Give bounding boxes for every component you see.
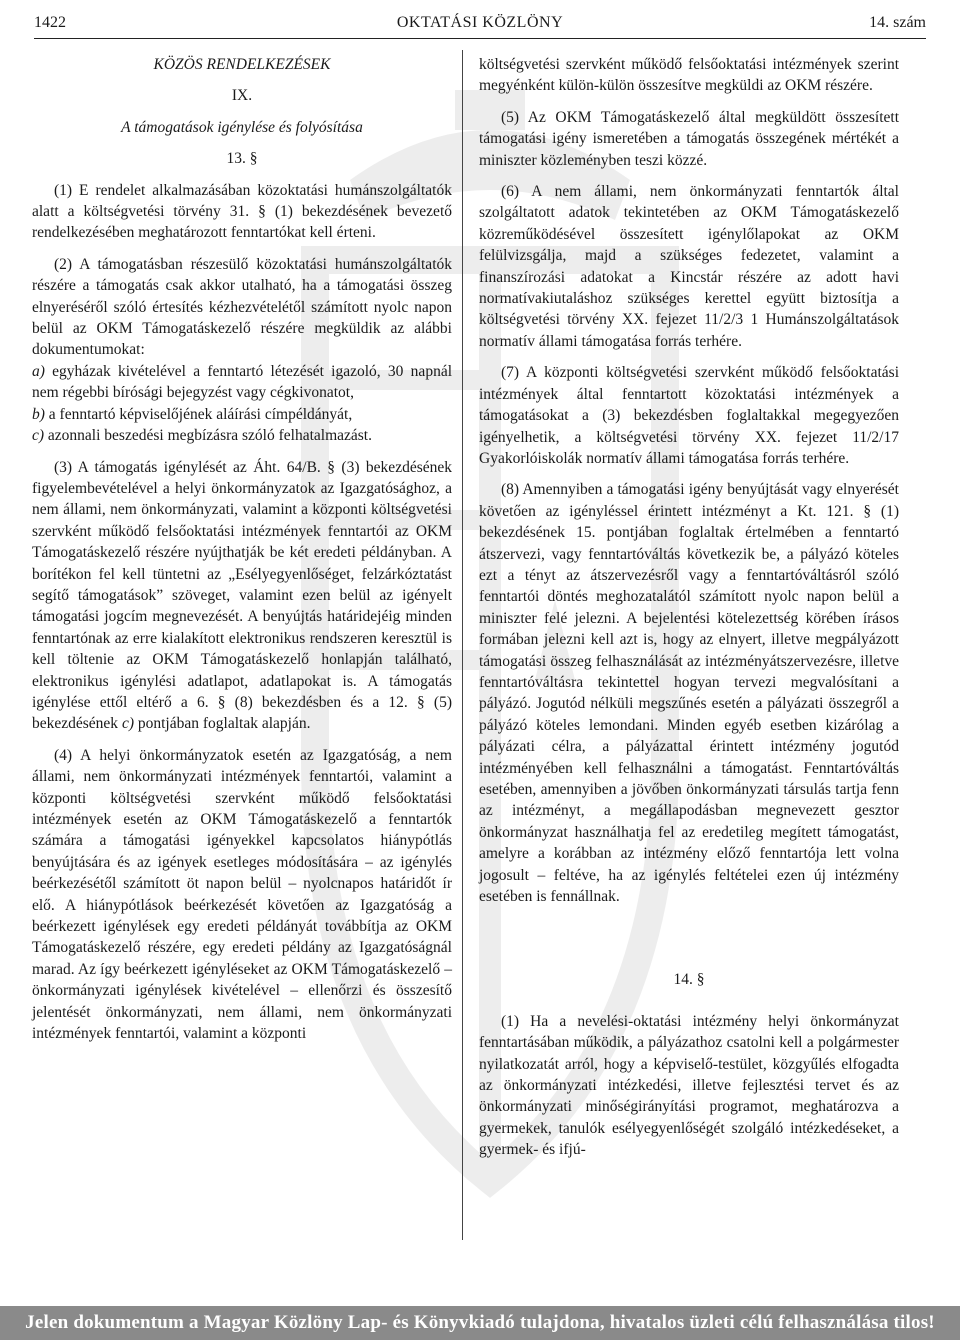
paragraph: (8) Amennyiben a támogatási igény benyújtását vagy elnyerését követően az igényléssel érintett intézményt a Kt. 121. § (1) bekezdésének 15. pontjában foglaltak értelmében a fenntartó átszervezi, vagy fenntartóváltás következik be, a pályázó köteles ezt a tényt az átszervezésről vagy a fenntartóváltásról szóló fenntartói döntés meghozatalától számított nyolc napon belül a miniszter felé jelezni. A bejelentési kötelezettség körében írásos formában jelezni kell azt is, hogy az elnyert, illetve megpályázott támogatási összeg felhasználását az intézményátszervezésre, illetve fenntartóváltásra tekintettel hogyan tervezi megvalósítani a pályázó. Jogutód nélküli megszűnés esetén a pályázati összegről a pályázó köteles lemondani. Minden egyéb esetben kizárólag a pályázati célra, a pályázattal érintett intézmény jogutód intézményében kell felhasználni a támogatást. Fenntartóváltás esetében, amennyiben a jövőben önkormányzati társulás tartja fenn az intézményt, a megállapodásban megnevezett gesztor önkormányzat használhatja fel az eredetileg megített támogatást, amelyre a korábban az intézmény előző fenntartója lett volna jogosult – feltéve, ha az igénylés feltételei ezen új intézmény esetében is fennállnak. bbox=[479, 481, 899, 906]
list-item-text: azonnali beszedési megbízásra szóló felhatalmazást. bbox=[44, 427, 372, 445]
copyright-notice: Jelen dokumentum a Magyar Közlöny Lap- és Könyvkiadó tulajdona, hivatalos üzleti célú felhasználása tilos! bbox=[0, 1306, 960, 1340]
paragraph: (1) Ha a nevelési-oktatási intézmény helyi önkormányzat fenntartásában működik, a pályázathoz csatolni kell a polgármester nyilatkozatát arról, hogy a képviselő-testület, közgyűlés elfogadta az önkormányzati intézkedési, illetve fejlesztési tervet és az önkormányzati minőségirányítási programot, meghatározva a gyermekek, tanulók esélyegyenlőségét szolgáló intézkedéseket, a gyermek- és ifjú- bbox=[479, 1012, 899, 1159]
list-item-text: a fenntartó képviselőjének aláírási címpéldányát, bbox=[44, 405, 353, 423]
paragraph-continuation: költségvetési szervként működő felsőoktatási intézmények szerint megyénként külön-külön összesítve megküldi az OKM részére. bbox=[479, 56, 899, 95]
chapter-label: KÖZÖS RENDELKEZÉSEK bbox=[153, 56, 331, 73]
issue-number: 14. szám bbox=[869, 14, 926, 31]
list-marker: c) bbox=[32, 427, 45, 445]
left-column bbox=[32, 54, 452, 1054]
section-spacer bbox=[479, 917, 899, 969]
paragraph bbox=[32, 457, 452, 735]
list-marker: b) bbox=[32, 405, 45, 423]
section-13-heading: 13. § bbox=[226, 150, 258, 168]
paragraph-text: pontjában foglaltak alapján. bbox=[133, 715, 311, 733]
page-number: 1422 bbox=[34, 14, 66, 31]
paragraph: (7) A központi költségvetési szervként működő felsőoktatási intézmények által fenntartott közoktatási intézmények a támogatásokat a (3) bekezdésben foglaltakkal megegyezően igényelhetik, a költségvetési törvény XX. fejezet 11/2/17 Gyakorlóiskolák normatív állami támogatása forrás terhére. bbox=[479, 364, 899, 467]
header-rule bbox=[34, 38, 926, 39]
chapter-number: IX. bbox=[231, 87, 253, 105]
page-header bbox=[34, 10, 926, 36]
section-spacer bbox=[479, 1001, 899, 1011]
right-column bbox=[479, 54, 899, 1171]
list-item bbox=[32, 361, 452, 404]
paragraph-text: (3) A támogatás igénylését az Áht. 64/B. § (3) bekezdésének figyelembevételével a helyi önkormányzatok az Igazgatósághoz, a nem állami, nem önkormányzati, valamint a központi költségvetési szervként működő felsőoktatási intézmények fenntartói az OKM Támogatáskezelő részére nyújthatják be két eredeti példányban. A borítékon fel kell tüntetni az „Esélyegyenlőséget, felzárkóztatást segítő támogatások” szöveget, valamint ezen belül az igényelt támogatási jogcím megnevezését. A benyújtás határidejéig minden fenntartónak az erre kialakított elektronikus rendszeren keresztül is kell töltenie az OKM Támogatáskezelő honlapján található, elektronikus igénylési adatlapot, adatlapokat is. A támogatás igénylése ettől eltérő a 6. § (8) bekezdésben és a 12. § (5) bekezdésének bbox=[32, 458, 452, 733]
column-divider bbox=[462, 50, 463, 1240]
paragraph: (1) E rendelet alkalmazásában közoktatási humánszolgáltatók alatt a költségvetési törvény 31. § (1) bekezdésének bevezető rendelkezésében meghatározott fenntartókat kell érteni. bbox=[32, 181, 452, 242]
section-14-heading: 14. § bbox=[673, 971, 705, 989]
paragraph: (4) A helyi önkormányzatok esetén az Igazgatóság, a nem állami, nem önkormányzati intézmények fenntartói, valamint a központi költségvetési szervként működő felsőoktatási intézmények esetén az OKM Támogatáskezelő a fenntartók számára a támogatási igényekkel kapcsolatos hiánypótlás benyújtására és az igények esetleges módosítására – az igénylés beérkezésétől számított öt napon belül – nyolcnapos határidőt ír elő. A hiánypótlások beérkezését követően az Igazgatóság a beérkezett igénylések egy eredeti példányát továbbítja az OKM Támogatáskezelő részére, egy eredeti példány az Igazgatóságnál marad. Az így beérkezett igényléseket az OKM Támogatáskezelő – önkormányzati igénylések kivételével – ellenőrzi és összesítő jelentését önkormányzati, nem állami, nem önkormányzati intézmények fenntartói, valamint a központi bbox=[32, 746, 452, 1043]
paragraph: (2) A támogatásban részesülő közoktatási humánszolgáltatók részére a támogatás csak akkor utalható, ha a támogatási összeg elnyeréséről szóló értesítés kézhezvételétől számított nyolc napon belül az OKM Támogatáskezelő részére megküldik az alábbi dokumentumokat: bbox=[32, 255, 452, 359]
list-marker: a) bbox=[32, 362, 45, 380]
chapter-title: A támogatások igénylése és folyósítása bbox=[121, 118, 363, 136]
list-item bbox=[32, 404, 452, 425]
list-item bbox=[32, 425, 452, 446]
paragraph: (5) Az OKM Támogatáskezelő által megküldött összesített támogatási igény ismeretében a támogatás összegének mértékét a miniszter közleményben teszi közzé. bbox=[479, 108, 899, 169]
list-item-text: egyházak kivételével a fenntartó létezését igazoló, 30 napnál nem régebbi bírósági bejegyzést vagy cégkivonatot, bbox=[32, 362, 452, 402]
paragraph: (6) A nem állami, nem önkormányzati fenntartók által szolgáltatott adatok tekintetében az OKM Támogatáskezelő közreműködésével összesített igénylőlapokat az OKM felülvizsgálja, majd a szükséges fedezetet, valamint a finanszírozási adatokat a Kincstár részére az adott havi normatívakiutaláshoz szükséges kerettel együtt biztosítja a költségvetési törvény XX. fejezet 11/2/3 1 Humánszolgáltatások normatív állami támogatása forrás terhére. bbox=[479, 183, 899, 350]
journal-title: OKTATÁSI KÖZLÖNY bbox=[396, 14, 564, 31]
paragraph-reference: c) bbox=[121, 715, 134, 733]
